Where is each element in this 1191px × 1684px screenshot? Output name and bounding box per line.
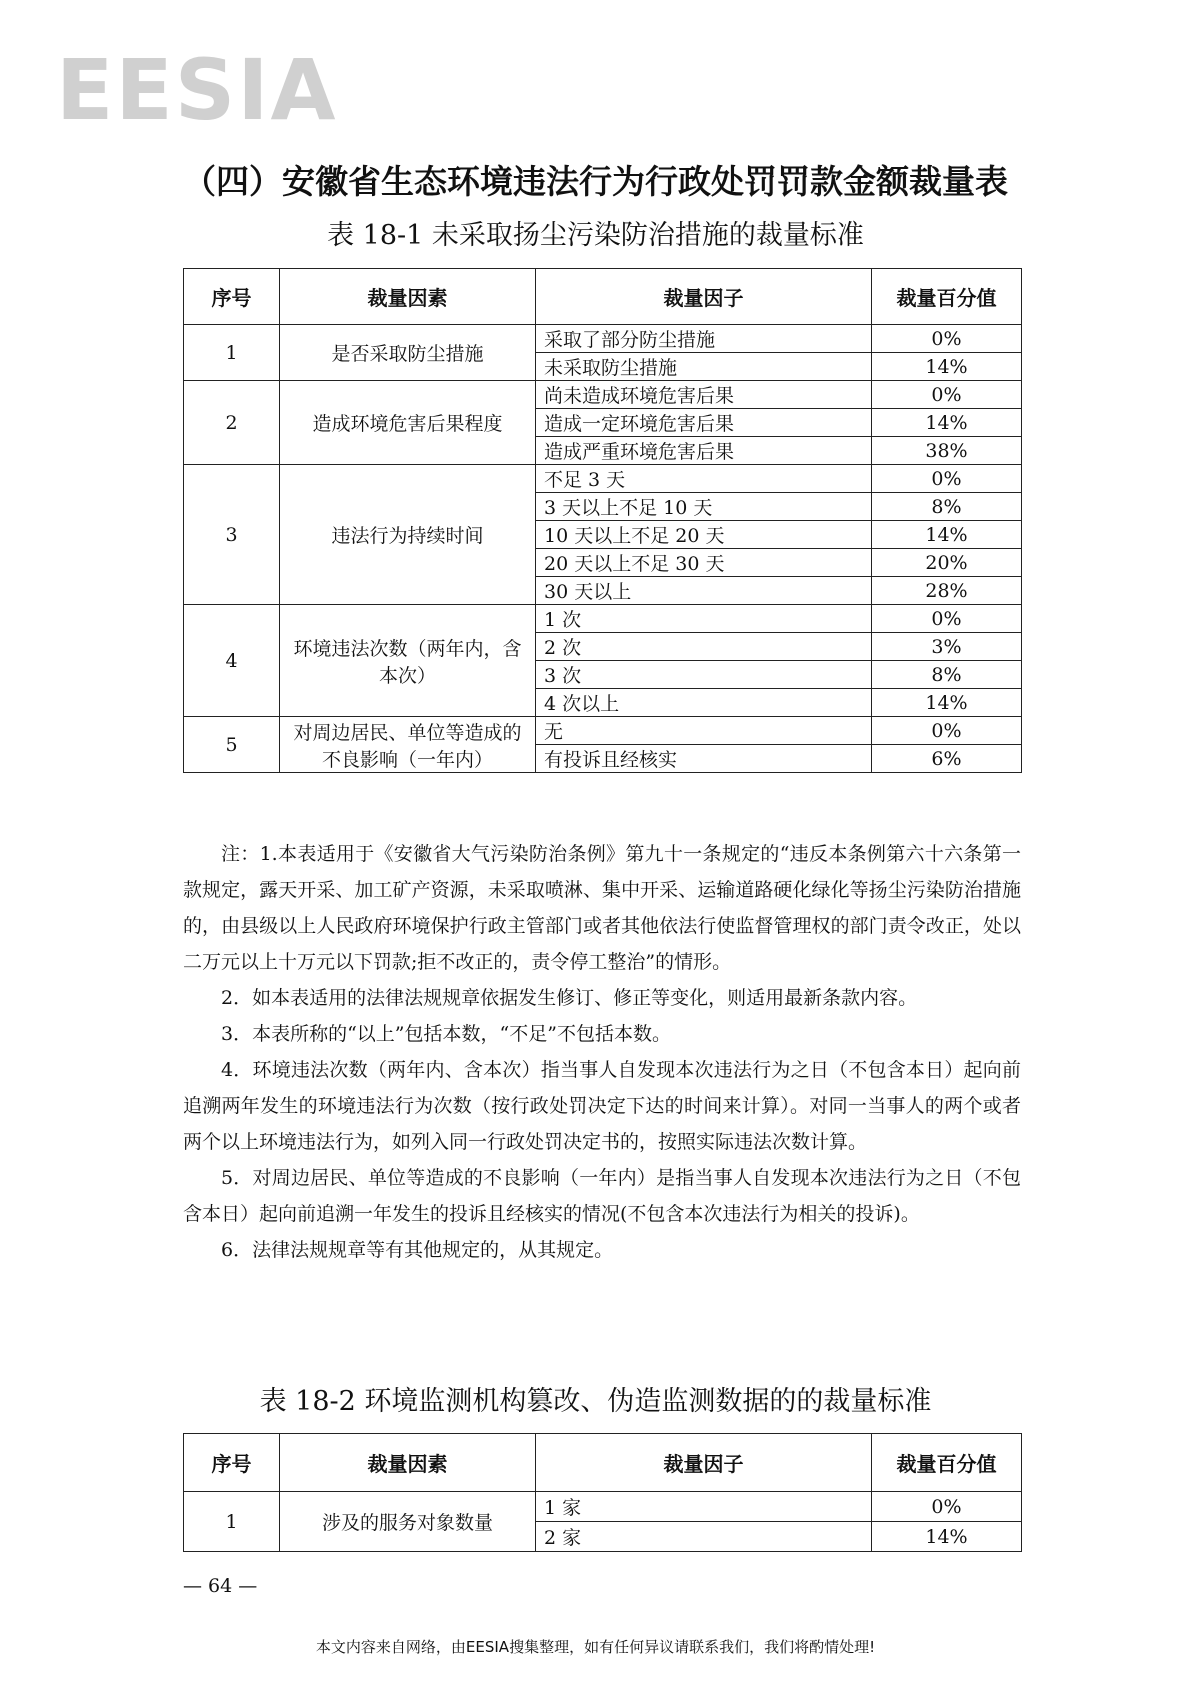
row-number: 5: [184, 717, 280, 773]
discretion-item: 10 天以上不足 20 天: [536, 521, 872, 549]
discretion-factor: 涉及的服务对象数量: [280, 1492, 536, 1552]
discretion-item: 3 次: [536, 661, 872, 689]
discretion-percentage: 14%: [872, 1522, 1022, 1552]
discretion-factor: 违法行为持续时间: [280, 465, 536, 605]
discretion-item: 不足 3 天: [536, 465, 872, 493]
row-number: 1: [184, 325, 280, 381]
discretion-percentage: 6%: [872, 745, 1022, 773]
discretion-percentage: 8%: [872, 661, 1022, 689]
discretion-item: 无: [536, 717, 872, 745]
page-number: — 64 —: [183, 1575, 258, 1597]
note-5: 5．对周边居民、单位等造成的不良影响（一年内）是指当事人自发现本次违法行为之日（不包含本日）起向前追溯一年发生的投诉且经核实的情况(不包含本次违法行为相关的投诉)。: [183, 1167, 1021, 1225]
eesia-logo: EESIA: [56, 41, 338, 139]
discretion-percentage: 14%: [872, 409, 1022, 437]
discretion-percentage: 14%: [872, 689, 1022, 717]
discretion-item: 1 家: [536, 1492, 872, 1522]
note-4: 4．环境违法次数（两年内、含本次）指当事人自发现本次违法行为之日（不包含本日）起向前追溯两年发生的环境违法行为次数（按行政处罚决定下达的时间来计算）。对同一当事人的两个或者两个以上环境违法行为，如列入同一行政处罚决定书的，按照实际违法次数计算。: [183, 1059, 1021, 1153]
note-1: 注：1.本表适用于《安徽省大气污染防治条例》第九十一条规定的“违反本条例第六十六条第一款规定，露天开采、加工矿产资源，未采取喷淋、集中开采、运输道路硬化绿化等扬尘污染防治措施的，由县级以上人民政府环境保护行政主管部门或者其他依法行使监督管理权的部门责令改正，处以二万元以上十万元以下罚款;拒不改正的，责令停工整治”的情形。: [183, 843, 1021, 973]
discretion-percentage: 14%: [872, 521, 1022, 549]
note-2: 2．如本表适用的法律法规规章依据发生修订、修正等变化，则适用最新条款内容。: [221, 987, 918, 1009]
col-header-item: 裁量因子: [536, 1434, 872, 1492]
col-header-pct: 裁量百分值: [872, 269, 1022, 325]
discretion-percentage: 8%: [872, 493, 1022, 521]
col-header-item: 裁量因子: [536, 269, 872, 325]
discretion-percentage: 0%: [872, 717, 1022, 745]
discretion-percentage: 0%: [872, 325, 1022, 353]
col-header-no: 序号: [184, 1434, 280, 1492]
discretion-item: 2 次: [536, 633, 872, 661]
table1: [183, 268, 1022, 773]
table-row: [184, 1492, 1022, 1522]
discretion-item: 2 家: [536, 1522, 872, 1552]
table-row: [184, 325, 1022, 353]
discretion-percentage: 0%: [872, 1492, 1022, 1522]
col-header-factor: 裁量因素: [280, 1434, 536, 1492]
discretion-item: 尚未造成环境危害后果: [536, 381, 872, 409]
row-number: 4: [184, 605, 280, 717]
table2: [183, 1433, 1022, 1552]
discretion-item: 4 次以上: [536, 689, 872, 717]
discretion-percentage: 3%: [872, 633, 1022, 661]
discretion-item: 造成严重环境危害后果: [536, 437, 872, 465]
discretion-item: 1 次: [536, 605, 872, 633]
discretion-item: 未采取防尘措施: [536, 353, 872, 381]
discretion-factor: 环境违法次数（两年内，含本次）: [280, 605, 536, 717]
discretion-item: 30 天以上: [536, 577, 872, 605]
discretion-percentage: 20%: [872, 549, 1022, 577]
row-number: 3: [184, 465, 280, 605]
table2-caption: 表 18-2 环境监测机构篡改、伪造监测数据的的裁量标准: [259, 1386, 932, 1417]
table-row: [184, 465, 1022, 493]
discretion-item: 有投诉且经核实: [536, 745, 872, 773]
col-header-no: 序号: [184, 269, 280, 325]
discretion-item: 造成一定环境危害后果: [536, 409, 872, 437]
table-row: [184, 381, 1022, 409]
discretion-percentage: 0%: [872, 381, 1022, 409]
table1-caption: 表 18-1 未采取扬尘污染防治措施的裁量标准: [327, 220, 864, 251]
discretion-factor: 对周边居民、单位等造成的不良影响（一年内）: [280, 717, 536, 773]
col-header-factor: 裁量因素: [280, 269, 536, 325]
section-heading: （四）安徽省生态环境违法行为行政处罚罚款金额裁量表: [183, 162, 1008, 201]
col-header-pct: 裁量百分值: [872, 1434, 1022, 1492]
notes: [183, 836, 1021, 1268]
table-row: [184, 717, 1022, 745]
row-number: 2: [184, 381, 280, 465]
discretion-percentage: 14%: [872, 353, 1022, 381]
note-3: 3．本表所称的“以上”包括本数，“不足”不包括本数。: [221, 1023, 671, 1045]
discretion-percentage: 0%: [872, 605, 1022, 633]
discretion-factor: 是否采取防尘措施: [280, 325, 536, 381]
discretion-percentage: 28%: [872, 577, 1022, 605]
discretion-item: 3 天以上不足 10 天: [536, 493, 872, 521]
table-row: [184, 605, 1022, 633]
discretion-item: 20 天以上不足 30 天: [536, 549, 872, 577]
row-number: 1: [184, 1492, 280, 1552]
discretion-factor: 造成环境危害后果程度: [280, 381, 536, 465]
discretion-item: 采取了部分防尘措施: [536, 325, 872, 353]
discretion-percentage: 0%: [872, 465, 1022, 493]
note-6: 6．法律法规规章等有其他规定的，从其规定。: [221, 1239, 614, 1261]
footer-disclaimer: 本文内容来自网络，由EESIA搜集整理，如有任何异议请联系我们，我们将酌情处理!: [315, 1638, 876, 1656]
discretion-percentage: 38%: [872, 437, 1022, 465]
